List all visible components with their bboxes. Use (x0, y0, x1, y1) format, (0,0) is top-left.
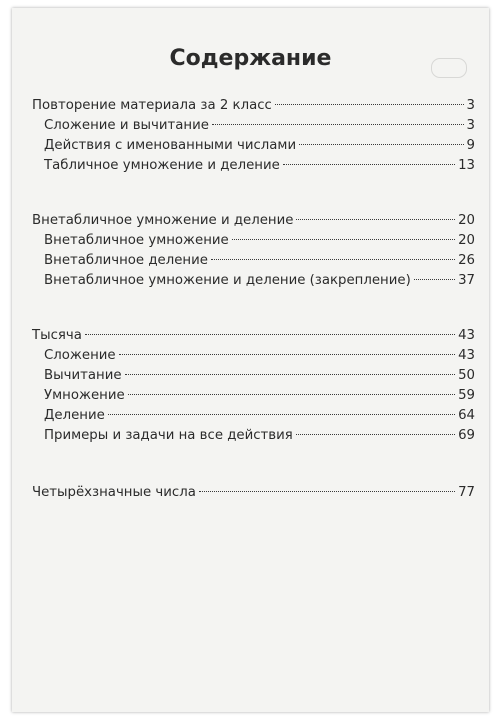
dot-leader (283, 164, 455, 165)
toc-entry-label: Тысяча (32, 328, 82, 343)
toc-entry-page: 59 (458, 388, 475, 403)
toc-entry-page: 26 (458, 253, 475, 268)
toc-entry-page: 64 (458, 408, 475, 423)
toc-entry-page: 50 (458, 368, 475, 383)
dot-leader (125, 374, 456, 375)
book-page (12, 8, 489, 712)
toc-entry-page: 20 (458, 233, 475, 248)
toc-entry-label: Деление (44, 408, 105, 423)
toc-subentry[interactable] (32, 271, 475, 291)
toc-entry-page: 3 (466, 118, 475, 133)
section-spacer (32, 446, 475, 483)
toc-entry-label: Внетабличное умножение и деление (закрепление) (44, 273, 411, 288)
dot-leader (212, 124, 464, 125)
dot-leader (199, 491, 455, 492)
toc-entry-page: 43 (458, 348, 475, 363)
dot-leader (296, 219, 455, 220)
toc-entry-label: Четырёхзначные числа (32, 485, 196, 500)
toc-entry-page: 69 (458, 428, 475, 443)
toc-section-entry[interactable] (32, 483, 475, 503)
toc-entry-page: 9 (466, 138, 475, 153)
toc-section-entry[interactable] (32, 211, 475, 231)
toc-subentry[interactable] (32, 346, 475, 366)
toc-entry-label: Внетабличное умножение (44, 233, 229, 248)
toc-entry-label: Сложение и вычитание (44, 118, 209, 133)
toc-subentry[interactable] (32, 366, 475, 386)
toc-subentry[interactable] (32, 406, 475, 426)
toc-section-entry[interactable] (32, 326, 475, 346)
toc-entry-label: Действия с именованными числами (44, 138, 297, 153)
dot-leader (211, 259, 455, 260)
toc-subentry[interactable] (32, 251, 475, 271)
section-spacer (32, 176, 475, 211)
toc-subentry[interactable] (32, 426, 475, 446)
toc-entry-page: 43 (458, 328, 475, 343)
toc-entry-label: Повторение материала за 2 класс (32, 98, 272, 113)
toc-entry-label: Умножение (44, 388, 125, 403)
dot-leader (414, 279, 455, 280)
dot-leader (296, 434, 455, 435)
toc-section-entry[interactable] (32, 96, 475, 116)
dot-leader (299, 144, 463, 145)
toc-entry-page: 20 (458, 213, 475, 228)
toc-entry-label: Внетабличное умножение и деление (32, 213, 294, 228)
toc-entry-label: Вычитание (44, 368, 122, 383)
section-spacer (32, 291, 475, 326)
toc-subentry[interactable] (32, 156, 475, 176)
toc-entry-page: 77 (458, 485, 475, 500)
toc-subentry[interactable] (32, 231, 475, 251)
toc-subentry[interactable] (32, 136, 475, 156)
dot-leader (85, 334, 455, 335)
toc-subentry[interactable] (32, 386, 475, 406)
toc-entry-label: Внетабличное деление (44, 253, 208, 268)
dot-leader (119, 354, 455, 355)
dot-leader (128, 394, 455, 395)
toc-entry-label: Сложение (44, 348, 116, 363)
dot-leader (232, 239, 455, 240)
toc-entry-page: 13 (458, 158, 475, 173)
toc-subentry[interactable] (32, 116, 475, 136)
dot-leader (108, 414, 455, 415)
toc-entry-label: Табличное умножение и деление (44, 158, 280, 173)
table-of-contents (32, 96, 475, 503)
toc-entry-page: 37 (458, 273, 475, 288)
page-title: Содержание (169, 46, 332, 71)
dot-leader (275, 104, 464, 105)
toc-entry-label: Примеры и задачи на все действия (44, 428, 293, 443)
toc-entry-page: 3 (466, 98, 475, 113)
